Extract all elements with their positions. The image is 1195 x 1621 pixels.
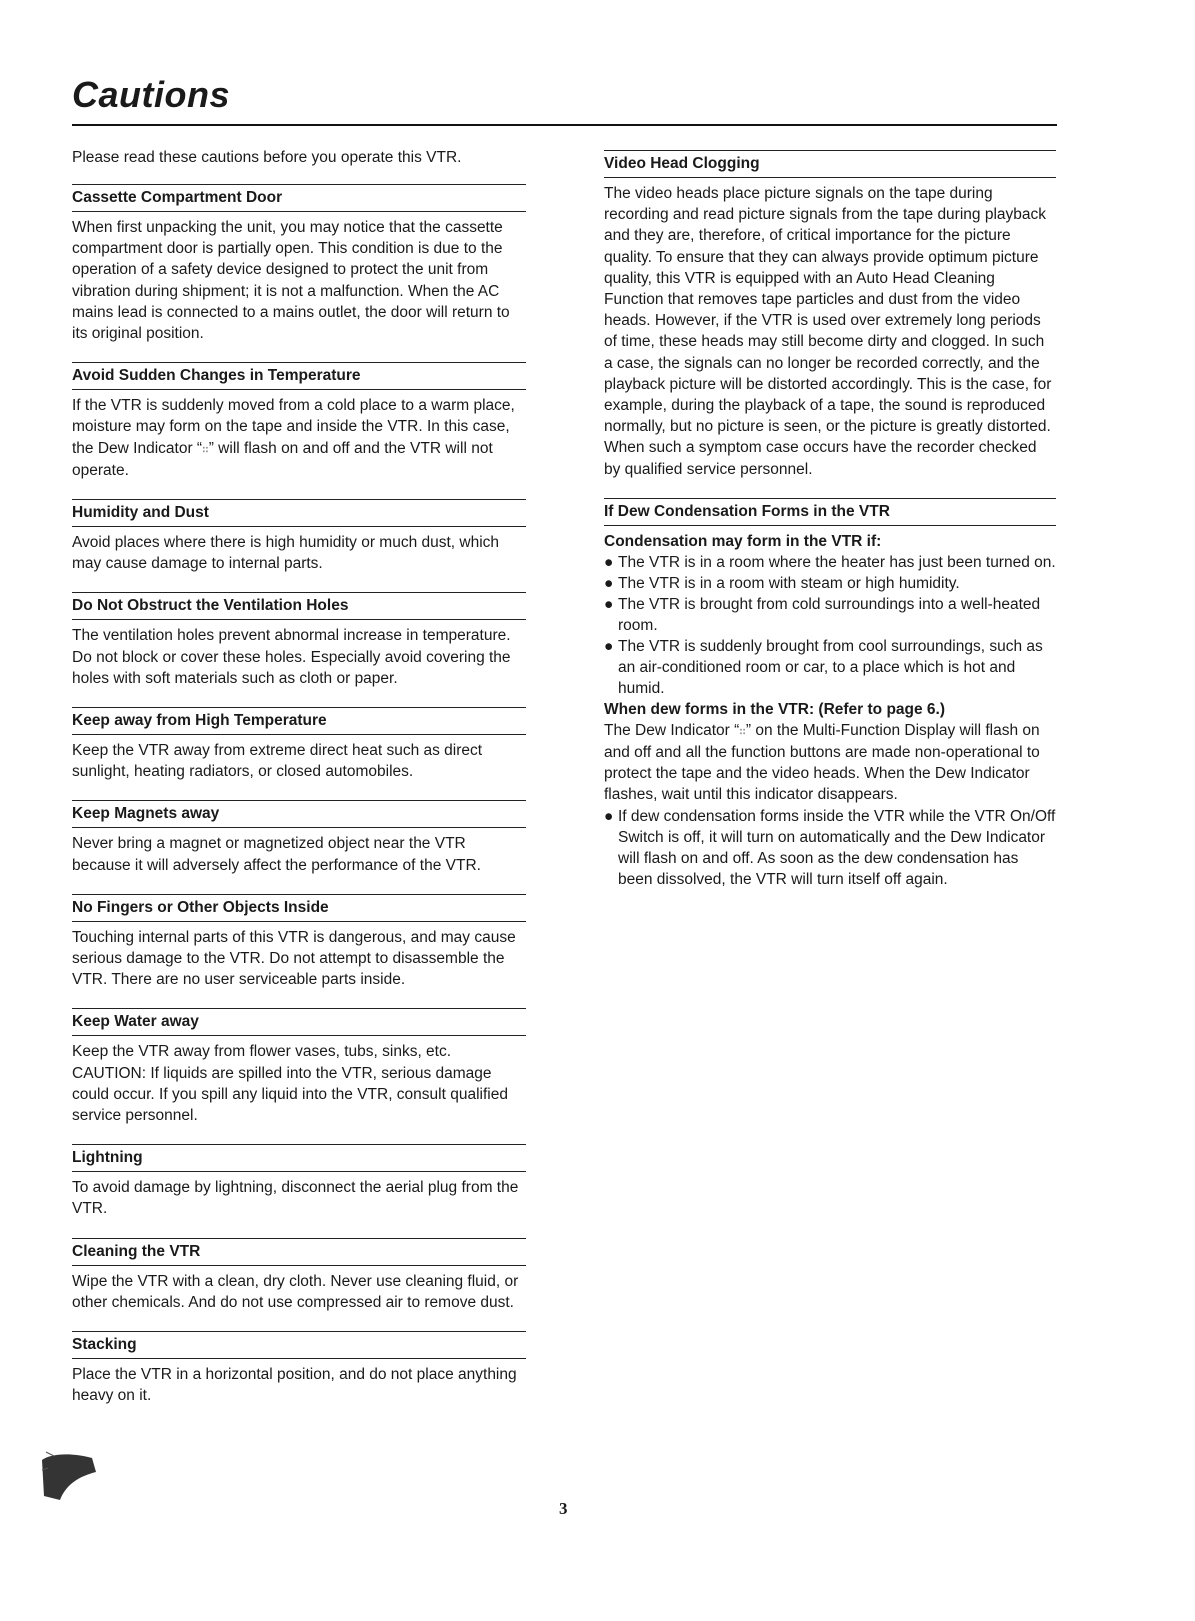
section-temperature-changes: [72, 362, 526, 481]
section-body: To avoid damage by lightning, disconnect the aerial plug from the VTR.: [72, 1179, 519, 1218]
section-humidity-dust: [72, 499, 526, 574]
list-item-text: The VTR is suddenly brought from cool surroundings, such as an air-conditioned room or car, to a place which is hot and humid.: [618, 637, 1043, 697]
title-rule: [72, 124, 1057, 126]
section-high-temperature: [72, 707, 526, 782]
dew-indicator-icon: ∷: [739, 724, 746, 738]
bullet-icon: ●: [604, 595, 614, 613]
section-body: Avoid places where there is high humidity or much dust, which may cause damage to internal parts.: [72, 534, 500, 573]
section-heading: Keep Magnets away: [72, 800, 526, 828]
list-item: [604, 594, 1056, 636]
bullet-icon: ●: [604, 553, 614, 571]
section-heading: Do Not Obstruct the Ventilation Holes: [72, 592, 526, 620]
section-dew-condensation: [604, 498, 1056, 890]
condition-list: [604, 552, 1056, 699]
section-heading: Lightning: [72, 1144, 526, 1172]
section-body: Touching internal parts of this VTR is dangerous, and may cause serious damage to the VTR. Do not attempt to disassemble the VTR. There are no user serviceable parts inside.: [72, 928, 516, 989]
section-cleaning: [72, 1238, 526, 1313]
list-item-text: The VTR is in a room where the heater has just been turned on.: [618, 553, 1056, 571]
section-body: Place the VTR in a horizontal position, and do not place anything heavy on it.: [72, 1366, 517, 1405]
list-item: [604, 573, 1056, 594]
section-objects-inside: [72, 894, 526, 991]
section-body: Wipe the VTR with a clean, dry cloth. Never use cleaning fluid, or other chemicals. And do not use compressed air to remove dust.: [72, 1272, 519, 1311]
section-heading: Video Head Clogging: [604, 150, 1056, 178]
section-heading: Humidity and Dust: [72, 499, 526, 527]
section-cassette-door: [72, 184, 526, 344]
list-item: [604, 636, 1056, 699]
section-stacking: [72, 1331, 526, 1406]
list-item-text: The VTR is brought from cold surroundings into a well-heated room.: [618, 595, 1041, 634]
section-ventilation: [72, 592, 526, 689]
section-water: [72, 1008, 526, 1126]
list-item: [604, 806, 1056, 890]
intro-text: Please read these cautions before you operate this VTR.: [72, 149, 462, 166]
subheading: Condensation may form in the VTR if:: [604, 532, 882, 550]
section-heading: Cleaning the VTR: [72, 1238, 526, 1266]
section-body: When first unpacking the unit, you may notice that the cassette compartment door is partially open. This condition is due to the operation of a safety device designed to protect the unit from vibration during shipment; it is not a malfunction. When the AC mains lead is connected to a mains outlet, the door will return to its original position.: [72, 219, 510, 343]
section-heading: Avoid Sudden Changes in Temperature: [72, 362, 526, 390]
section-body: Keep the VTR away from extreme direct heat such as direct sunlight, heating radiators, or closed automobiles.: [72, 742, 483, 781]
bullet-icon: ●: [604, 807, 614, 825]
section-heading: No Fingers or Other Objects Inside: [72, 894, 526, 922]
section-heading: Stacking: [72, 1331, 526, 1359]
scan-smudge-mark: [40, 1450, 98, 1502]
body-text: The Dew Indicator “: [604, 721, 740, 739]
right-column: [604, 150, 1056, 908]
left-column: [72, 147, 526, 1425]
section-video-head-clogging: [604, 150, 1056, 480]
section-body: Never bring a magnet or magnetized object near the VTR because it will adversely affect the performance of the VTR.: [72, 835, 481, 874]
list-item: [604, 552, 1056, 573]
section-lightning: [72, 1144, 526, 1219]
section-body: [72, 395, 526, 481]
page-title: Cautions: [72, 74, 231, 115]
section-heading: If Dew Condensation Forms in the VTR: [604, 498, 1056, 526]
list-item-text: If dew condensation forms inside the VTR while the VTR On/Off Switch is off, it will turn on automatically and the Dew Indicator will flash on and off. As soon as the dew condensation has been dissolved, the VTR will turn itself off again.: [618, 807, 1056, 888]
section-heading: Keep away from High Temperature: [72, 707, 526, 735]
section-heading: Keep Water away: [72, 1008, 526, 1036]
body-text: ” on the Multi-Function Display will flash on and off and all the function buttons are made non-operational to protect the tape and the video heads. When the Dew Indicator flashes, wait until this indicator disappears.: [604, 721, 1040, 804]
bullet-icon: ●: [604, 637, 614, 655]
section-body: The video heads place picture signals on the tape during recording and read picture signals from the tape during playback and they are, therefore, of critical importance for the picture quality. To ensure that they can always provide optimum picture quality, this VTR is equipped with an Auto Head Cleaning Function that removes tape particles and dust from the video heads. However, if the VTR is used over extremely long periods of time, these heads may still become dirty and clogged. In such a case, the signals can no longer be recorded correctly, and the playback picture will be distorted accordingly. This is the case, for example, during the playback of a tape, the sound is reproduced normally, but no picture is seen, or the picture is greatly distorted. When such a symptom case occurs have the recorder checked by qualified service personnel.: [604, 185, 1052, 478]
body-text: ” will flash on and off and the VTR will not operate.: [72, 439, 493, 479]
dew-indicator-icon: ∷: [202, 442, 209, 456]
subheading: When dew forms in the VTR: (Refer to page 6.): [604, 700, 946, 718]
section-heading: Cassette Compartment Door: [72, 184, 526, 212]
note-list: [604, 806, 1056, 890]
page-number: 3: [559, 1499, 568, 1518]
bullet-icon: ●: [604, 574, 614, 592]
section-body: Keep the VTR away from flower vases, tubs, sinks, etc. CAUTION: If liquids are spilled into the VTR, serious damage could occur. If you spill any liquid into the VTR, consult qualified service personnel.: [72, 1043, 508, 1125]
list-item-text: The VTR is in a room with steam or high humidity.: [618, 574, 960, 592]
section-body: [604, 720, 1056, 806]
section-body: The ventilation holes prevent abnormal increase in temperature. Do not block or cover these holes. Especially avoid covering the holes with soft materials such as cloth or paper.: [72, 627, 511, 687]
body-text: If the VTR is suddenly moved from a cold place to a warm place, moisture may form on the tape and inside the VTR. In this case, the Dew Indicator “: [72, 397, 515, 457]
section-magnets: [72, 800, 526, 875]
